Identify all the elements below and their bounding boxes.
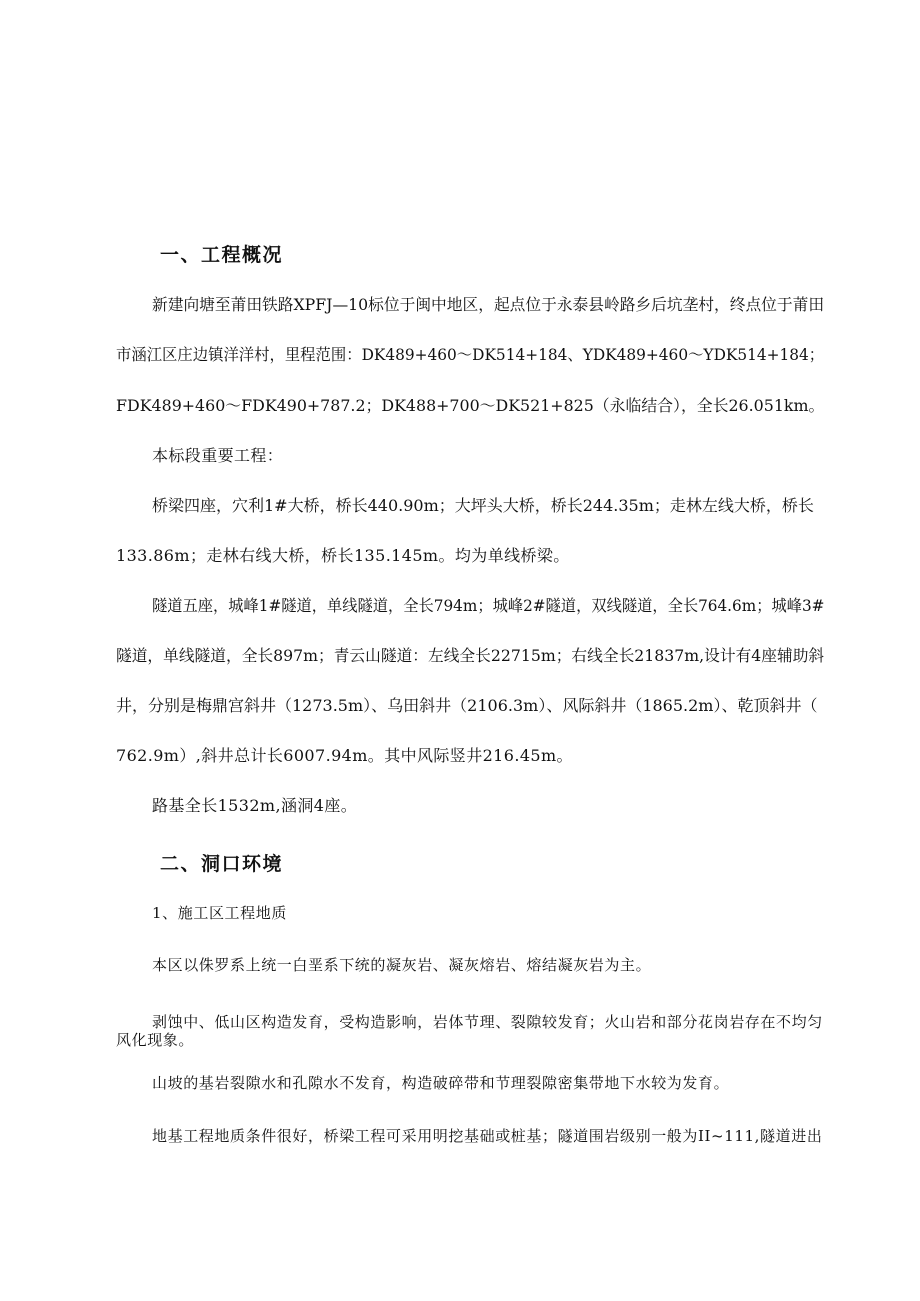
paragraph-line: 133.86m；走林右线大桥，桥长135.145m。均为单线桥梁。 bbox=[116, 546, 570, 565]
paragraph-line: 山坡的基岩裂隙水和孔隙水不发育，构造破碎带和节理裂隙密集带地下水较为发育。 bbox=[152, 1074, 730, 1092]
section-heading-project-overview: 一、工程概况 bbox=[160, 244, 284, 266]
paragraph-line: 本区以侏罗系上统一白垩系下统的凝灰岩、凝灰熔岩、熔结凝灰岩为主。 bbox=[152, 956, 652, 974]
paragraph-line: 762.9m）,斜井总计长6007.94m。其中风际竖井216.45m。 bbox=[116, 746, 573, 765]
paragraph-line: 隧道五座，城峰1#隧道，单线隧道，全长794m；城峰2#隧道，双线隧道，全长764.6m；城峰3# bbox=[152, 596, 825, 615]
paragraph-line: 隧道，单线隧道，全长897m；青云山隧道：左线全长22715m；右线全长21837m,设计有4座辅助斜 bbox=[116, 646, 825, 665]
paragraph-line: 剥蚀中、低山区构造发育，受构造影响，岩体节理、裂隙较发育；火山岩和部分花岗岩存在不均匀 bbox=[152, 1013, 823, 1031]
paragraph-line: 地基工程地质条件很好，桥梁工程可采用明挖基础或桩基；隧道围岩级别一般为II~111,隧道进出 bbox=[152, 1127, 823, 1145]
paragraph-line: 本标段重要工程： bbox=[152, 446, 284, 465]
paragraph-line: 路基全长1532m,涵洞4座。 bbox=[152, 796, 358, 815]
paragraph-line: 桥梁四座，穴利1#大桥，桥长440.90m；大坪头大桥，桥长244.35m；走林左线大桥，桥长 bbox=[152, 496, 814, 515]
subsection-heading: 1、施工区工程地质 bbox=[152, 904, 287, 922]
section-heading-portal-environment: 二、洞口环境 bbox=[160, 853, 284, 875]
paragraph-line: 井，分别是梅鼎宫斜井（1273.5m）、乌田斜井（2106.3m）、风际斜井（1865.2m）、乾顶斜井（ bbox=[116, 696, 818, 715]
paragraph-line: 风化现象。 bbox=[116, 1031, 195, 1049]
paragraph-line: 市涵江区庄边镇洋洋村，里程范围：DK489+460～DK514+184、YDK489+460～YDK514+184； bbox=[116, 345, 825, 364]
paragraph-line: 新建向塘至莆田铁路XPFJ—10标位于闽中地区，起点位于永泰县岭路乡后坑垄村，终点位于莆田 bbox=[152, 295, 825, 314]
paragraph-line: FDK489+460～FDK490+787.2；DK488+700～DK521+825（永临结合），全长26.051km。 bbox=[116, 396, 825, 415]
